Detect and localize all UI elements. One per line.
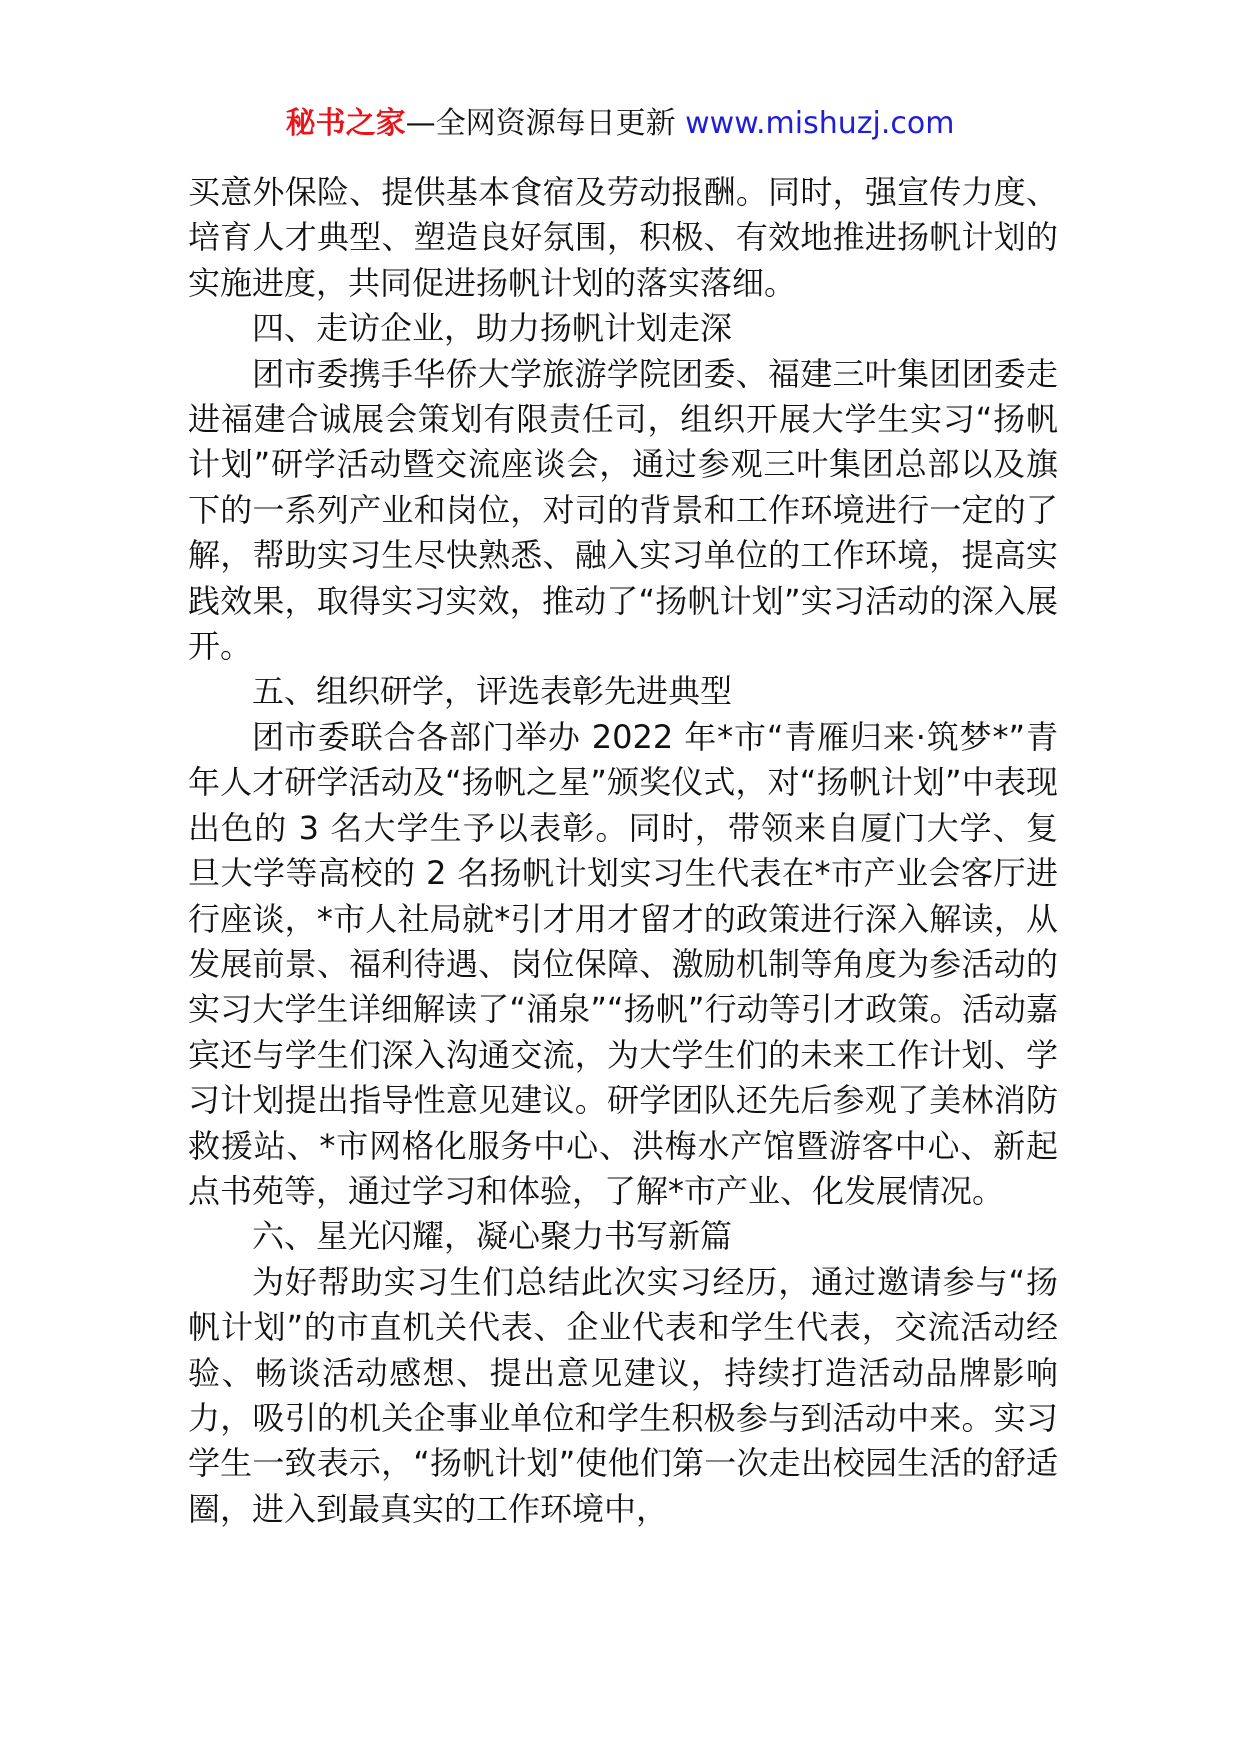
page-header <box>0 100 1240 148</box>
paragraph: 团市委联合各部门举办 2022 年*市“青雁归来·筑梦*”青年人才研学活动及“扬帆之星”颁奖仪式，对“扬帆计划”中表现出色的 3 名大学生予以表彰。同时，带领来自厦门大学、复旦大学等高校的 2 名扬帆计划实习生代表在*市产业会客厅进行座谈，*市人社局就*引才用才留才的政策进行深入解读，从发展前景、福利待遇、岗位保障、激励机制等角度为参活动的实习大学生详细解读了“涌泉”“扬帆”行动等引才政策。活动嘉宾还与学生们深入沟通交流，为大学生们的未来工作计划、学习计划提出指导性意见建议。研学团队还先后参观了美林消防救援站、*市网格化服务中心、洪梅水产馆暨游客中心、新起点书苑等，通过学习和体验，了解*市产业、化发展情况。 <box>188 717 1058 1210</box>
paragraph: 买意外保险、提供基本食宿及劳动报酬。同时，强宣传力度、培育人才典型、塑造良好氛围，积极、有效地推进扬帆计划的实施进度，共同促进扬帆计划的落实落细。 <box>188 173 1058 302</box>
document-body <box>188 170 1058 1532</box>
paragraph: 团市委携手华侨大学旅游学院团委、福建三叶集团团委走进福建合诚展会策划有限责任司，组织开展大学生实习“扬帆计划”研学活动暨交流座谈会，通过参观三叶集团总部以及旗下的一系列产业和岗位，对司的背景和工作环境进行一定的了解，帮助实习生尽快熟悉、融入实习单位的工作环境，提高实践效果，取得实习实效，推动了“扬帆计划”实习活动的深入展开。 <box>188 354 1058 666</box>
section-heading: 四、走访企业，助力扬帆计划走深 <box>252 309 733 348</box>
brand-name: 秘书之家 <box>285 106 406 141</box>
paragraph: 为好帮助实习生们总结此次实习经历，通过邀请参与“扬帆计划”的市直机关代表、企业代表和学生代表，交流活动经验、畅谈活动感想、提出意见建议，持续打造活动品牌影响力，吸引的机关企事业单位和学生积极参与到活动中来。实习学生一致表示，“扬帆计划”使他们第一次走出校园生活的舒适圈，进入到最真实的工作环境中， <box>188 1262 1058 1528</box>
section-heading: 六、星光闪耀，凝心聚力书写新篇 <box>252 1217 733 1256</box>
header-tagline: —全网资源每日更新 <box>405 106 676 141</box>
header-url-link[interactable]: www.mishuzj.com <box>685 106 955 141</box>
section-heading: 五、组织研学，评选表彰先进典型 <box>252 672 733 711</box>
